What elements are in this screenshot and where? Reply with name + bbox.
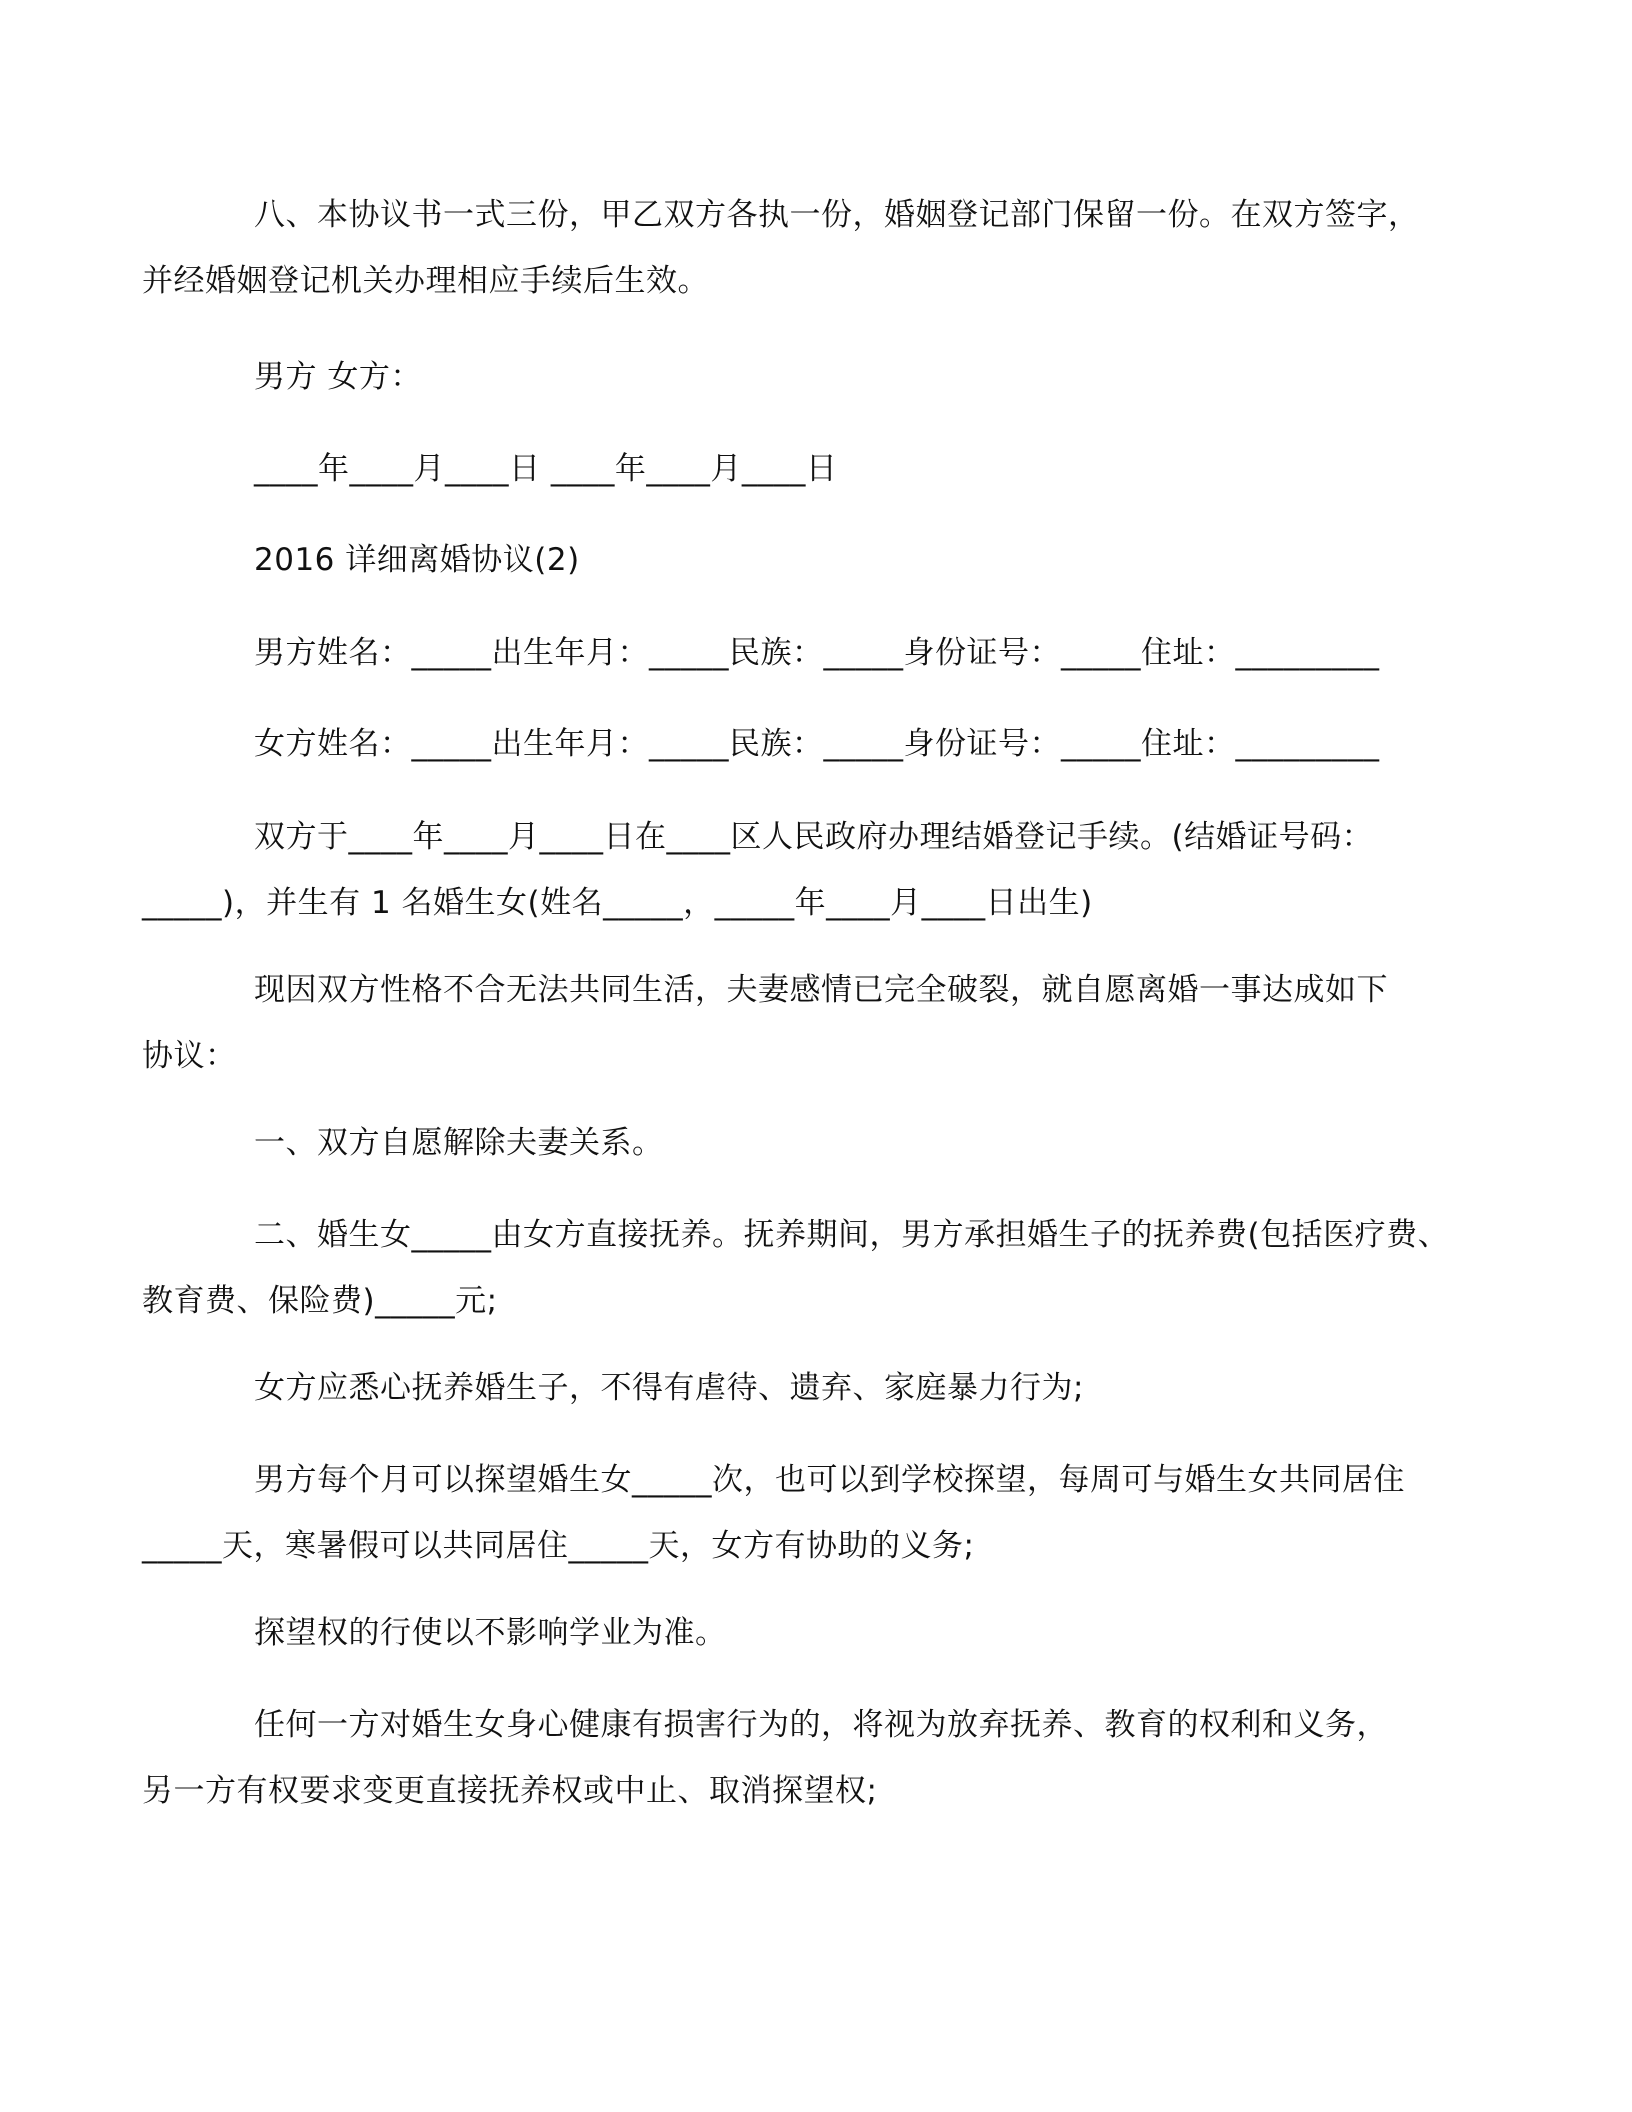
text-line: 双方于____年____月____日在____区人民政府办理结婚登记手续。(结婚证号码： — [254, 819, 1374, 855]
text-line: 现因双方性格不合无法共同生活，夫妻感情已完全破裂，就自愿离婚一事达成如下 — [254, 972, 1388, 1008]
text-line: 一、双方自愿解除夫妻关系。 — [254, 1125, 664, 1161]
text-line: 男方每个月可以探望婚生女_____次，也可以到学校探望，每周可与婚生女共同居住 — [254, 1462, 1405, 1498]
marriage-registration-paragraph — [142, 804, 1374, 936]
wife-care-clause — [190, 1355, 1084, 1421]
wife-info-line — [190, 711, 1380, 777]
text-line: 女方姓名：_____出生年月：_____民族：_____身份证号：_____住址：_________ — [254, 726, 1380, 762]
clause-1 — [190, 1110, 664, 1176]
section-heading — [190, 527, 580, 593]
signature-parties-line — [190, 344, 422, 410]
harm-clause — [142, 1692, 1388, 1824]
clause-2-custody — [142, 1202, 1450, 1334]
text-line: 并经婚姻登记机关办理相应手续后生效。 — [142, 263, 709, 299]
text-line: 八、本协议书一式三份，甲乙双方各执一份，婚姻登记部门保留一份。在双方签字， — [254, 197, 1420, 233]
text-line: 二、婚生女_____由女方直接抚养。抚养期间，男方承担婚生子的抚养费(包括医疗费、 — [254, 1217, 1450, 1253]
text-line: 女方应悉心抚养婚生子，不得有虐待、遗弃、家庭暴力行为; — [254, 1370, 1084, 1406]
text-line: 另一方有权要求变更直接抚养权或中止、取消探望权; — [142, 1773, 878, 1809]
text-line: _____)，并生有 1 名婚生女(姓名_____，_____年____月____日出生) — [142, 885, 1093, 921]
text-line: 探望权的行使以不影响学业为准。 — [254, 1615, 727, 1651]
divorce-reason-paragraph — [142, 957, 1388, 1089]
text-line: _____天，寒暑假可以共同居住_____天，女方有协助的义务; — [142, 1528, 975, 1564]
signature-date-line — [190, 436, 837, 502]
text-line: ____年____月____日 ____年____月____日 — [254, 451, 838, 487]
text-line: 2016 详细离婚协议(2) — [254, 542, 580, 578]
text-line: 男方姓名：_____出生年月：_____民族：_____身份证号：_____住址：_________ — [254, 635, 1380, 671]
visitation-clause — [142, 1447, 1405, 1579]
husband-info-line — [190, 620, 1380, 686]
text-line: 教育费、保险费)_____元; — [142, 1283, 498, 1319]
text-line: 任何一方对婚生女身心健康有损害行为的，将视为放弃抚养、教育的权利和义务， — [254, 1707, 1388, 1743]
visitation-limit-clause — [190, 1600, 727, 1666]
paragraph-8-signature-clause — [142, 182, 1420, 314]
text-line: 协议： — [142, 1038, 237, 1074]
text-line: 男方 女方： — [254, 359, 422, 395]
